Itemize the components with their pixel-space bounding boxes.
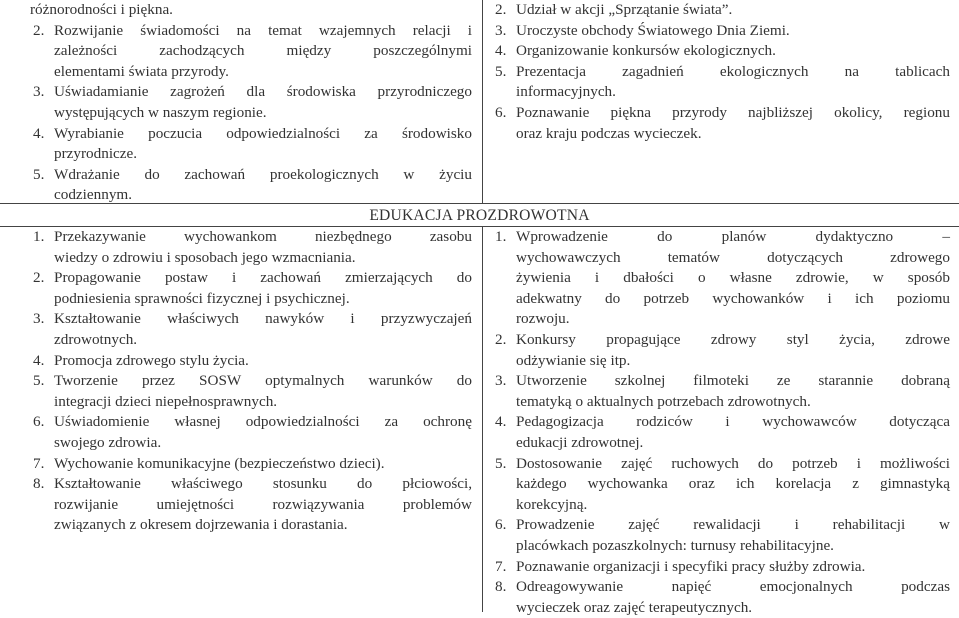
list-item-line: odżywianie się itp. xyxy=(516,351,631,369)
bottom-right-column xyxy=(492,227,950,618)
list-item xyxy=(30,474,472,536)
list-item-line: Poznawanie organizacji i specyfiki pracy służby zdrowia. xyxy=(516,557,866,575)
list-item xyxy=(492,330,950,371)
list-item-number: 5. xyxy=(495,62,507,80)
list-item xyxy=(30,268,472,309)
list-item-line: Tworzenie przez SOSW optymalnych warunków do xyxy=(54,372,472,390)
list-item-number: 3. xyxy=(495,372,507,390)
list-item xyxy=(30,124,472,165)
list-item-line: Pedagogizacja rodziców i wychowawców dotycząca xyxy=(516,413,950,431)
list-item xyxy=(30,309,472,350)
list-item-line: Uświadomienie własnej odpowiedzialności za ochronę xyxy=(54,413,472,431)
list-item-line: związanych z okresem dojrzewania i dorastania. xyxy=(54,516,348,534)
list-item-number: 7. xyxy=(33,454,45,472)
list-item-line: Kształtowanie właściwego stosunku do płciowości, xyxy=(54,475,472,493)
list-item-number: 4. xyxy=(495,42,507,60)
list-item-line: edukacji zdrowotnej. xyxy=(516,433,644,451)
list-item xyxy=(30,351,472,372)
top-left-column xyxy=(30,0,472,206)
list-item-line: wycieczek oraz zajęć terapeutycznych. xyxy=(516,598,753,616)
list-item xyxy=(492,557,950,578)
list-item-line: zdrowotnych. xyxy=(54,330,138,348)
list-item-line: Wyrabianie poczucia odpowiedzialności za środowisko xyxy=(54,124,472,142)
column-divider-top xyxy=(482,0,483,203)
top-right-column xyxy=(492,0,950,144)
list-item-number: 6. xyxy=(495,103,507,121)
list-item-line: Uświadamianie zagrożeń dla środowiska przyrodniczego xyxy=(54,83,472,101)
list-item-line: Propagowanie postaw i zachowań zmierzających do xyxy=(54,269,472,287)
list-item xyxy=(30,227,472,268)
section-heading: EDUKACJA PROZDROWOTNA xyxy=(369,207,590,224)
list-item-line: Konkursy propagujące zdrowy styl życia, zdrowe xyxy=(516,330,950,348)
list-item-line: każdego wychowanka oraz ich korelacja z gimnastyką xyxy=(516,475,950,493)
list-item-line: Prezentacja zagadnień ekologicznych na tablicach xyxy=(516,62,950,80)
list-item-line: żywienia i dbałości o własne zdrowie, w sposób xyxy=(516,269,950,287)
bottom-right-list xyxy=(492,227,950,618)
list-item-line: Utworzenie szkolnej filmoteki ze starannie dobraną xyxy=(516,372,950,390)
list-item xyxy=(492,62,950,103)
list-item-line: Wprowadzenie do planów dydaktyczno – xyxy=(516,228,950,245)
list-item-line: integracji dzieci niepełnosprawnych. xyxy=(54,392,278,410)
list-item-line: swojego zdrowia. xyxy=(54,433,162,451)
list-item-line: Wychowanie komunikacyjne (bezpieczeństwo dzieci). xyxy=(54,454,385,472)
list-item-line: podniesienia sprawności fizycznej i psychicznej. xyxy=(54,289,350,307)
list-item-line: Promocja zdrowego stylu życia. xyxy=(54,351,249,369)
list-item xyxy=(492,515,950,556)
continuation-text: różnorodności i piękna. xyxy=(30,1,173,18)
list-item xyxy=(492,41,950,62)
list-item-number: 2. xyxy=(495,330,507,348)
list-item-number: 4. xyxy=(495,413,507,431)
bottom-left-column xyxy=(30,227,472,536)
list-item-number: 3. xyxy=(33,310,45,328)
list-item-line: Prowadzenie zajęć rewalidacji i rehabilitacji w xyxy=(516,516,950,534)
list-item-number: 3. xyxy=(33,83,45,101)
list-item-line: rozwoju. xyxy=(516,310,570,328)
list-item-number: 8. xyxy=(495,578,507,596)
bottom-left-list xyxy=(30,227,472,536)
list-item xyxy=(30,454,472,475)
list-item-number: 1. xyxy=(495,228,507,245)
list-item-number: 6. xyxy=(495,516,507,534)
list-item-number: 6. xyxy=(33,413,45,431)
list-item-line: rozwijanie umiejętności rozwiązywania problemów xyxy=(54,495,472,513)
list-item xyxy=(30,82,472,123)
list-item-number: 8. xyxy=(33,475,45,493)
list-item xyxy=(492,412,950,453)
list-item-line: oraz kraju podczas wycieczek. xyxy=(516,124,702,142)
list-item xyxy=(30,165,472,206)
list-item-line: Wdrażanie do zachowań proekologicznych w życiu xyxy=(54,165,472,183)
list-item-line: codziennym. xyxy=(54,186,133,204)
list-item-line: placówkach pozaszkolnych: turnusy rehabilitacyjne. xyxy=(516,536,834,554)
list-item-line: Odreagowywanie napięć emocjonalnych podczas xyxy=(516,578,950,596)
list-item-number: 2. xyxy=(495,1,507,18)
list-item xyxy=(30,371,472,412)
list-item-line: elementami świata przyrody. xyxy=(54,62,229,80)
list-item-number: 3. xyxy=(495,21,507,39)
list-item-line: Kształtowanie właściwych nawyków i przyzwyczajeń xyxy=(54,310,472,328)
list-item-line: występujących w naszym regionie. xyxy=(54,103,267,121)
list-item-line: adekwatny do potrzeb wychowanków i ich poziomu xyxy=(516,289,950,307)
list-item-line: Dostosowanie zajęć ruchowych do potrzeb i możliwości xyxy=(516,454,950,472)
list-item-number: 2. xyxy=(33,269,45,287)
list-item-number: 5. xyxy=(33,372,45,390)
list-item-line: Udział w akcji „Sprzątanie świata”. xyxy=(516,1,733,18)
list-item-line: informacyjnych. xyxy=(516,83,616,101)
top-right-list xyxy=(492,0,950,144)
list-item xyxy=(492,371,950,412)
list-item xyxy=(492,227,950,330)
list-item-line: Poznawanie piękna przyrody najbliższej okolicy, regionu xyxy=(516,103,950,121)
list-item xyxy=(30,21,472,83)
list-item xyxy=(492,454,950,516)
list-item-line: zależności zachodzących między poszczególnymi xyxy=(54,42,472,60)
list-item-line: Rozwijanie świadomości na temat wzajemnych relacji i xyxy=(54,21,472,39)
list-item-number: 4. xyxy=(33,351,45,369)
list-item-line: Przekazywanie wychowankom niezbędnego zasobu xyxy=(54,228,472,245)
list-item-number: 7. xyxy=(495,557,507,575)
list-item xyxy=(492,103,950,144)
list-item-line: wychowawczych tematów dotyczących zdrowego xyxy=(516,248,950,266)
list-item-line: tematyką o aktualnych potrzebach zdrowotnych. xyxy=(516,392,811,410)
list-item-line: przyrodnicze. xyxy=(54,145,138,163)
list-item-line: Organizowanie konkursów ekologicznych. xyxy=(516,42,776,60)
list-item xyxy=(492,0,950,21)
list-item xyxy=(30,412,472,453)
column-divider-bottom xyxy=(482,226,483,612)
list-item xyxy=(492,21,950,42)
list-item-number: 2. xyxy=(33,21,45,39)
list-item-line: Uroczyste obchody Światowego Dnia Ziemi. xyxy=(516,21,790,39)
list-item-line: wiedzy o zdrowiu i sposobach jego wzmacniania. xyxy=(54,248,356,266)
list-item-line: korekcyjną. xyxy=(516,495,588,513)
list-item-number: 4. xyxy=(33,124,45,142)
top-left-list xyxy=(30,21,472,206)
list-item-number: 1. xyxy=(33,228,45,245)
list-item-number: 5. xyxy=(33,165,45,183)
list-item-number: 5. xyxy=(495,454,507,472)
